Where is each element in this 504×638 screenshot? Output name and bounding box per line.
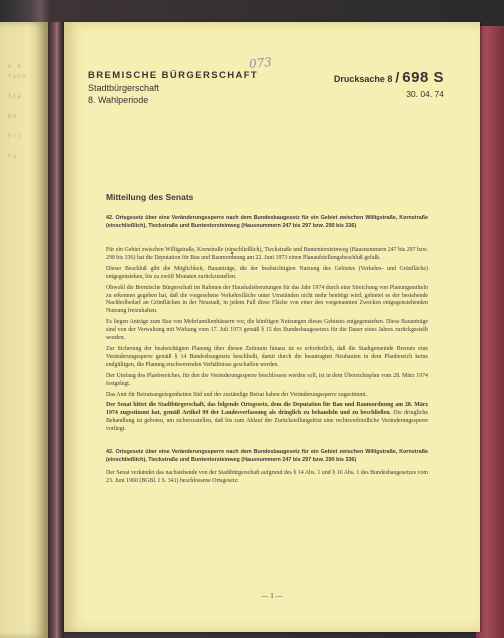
margin-fragment: Fri (8, 133, 22, 140)
margin-fragment (8, 262, 34, 272)
drucksache-separator: / (395, 69, 400, 85)
margin-fragment (8, 162, 34, 172)
ordinance-preamble: Der Senat verkündet das nachstehende von der Stadtbürgerschaft aufgrund des § 14 Abs. 1 und § 16 Abs. 1 des Bundesbaugesetzes vom 23. Juni 1960 (BGBl. I S. 341) beschlossene Ortsgesetz: (106, 470, 428, 484)
left-page-edge (0, 22, 48, 638)
margin-fragment: tsch (8, 73, 27, 80)
margin-fragment (8, 212, 34, 222)
body-paragraph: Obwohl die Bremische Bürgerschaft im Rahmen der Haushaltsberatungen für das Jahr 1974 durch eine Streichung von Planungsmitteln zu erkennen gegeben hat, daß die vorgesehene Verkehrsfläche unter Umständen nicht mehr benötigt wird, gebietet es der bestehende Nachholbedarf an Grünflächen in der Neustadt, in jedem Fall diese Fläche von einer den vorgenannten Zwecken entgegenstehenden Nutzung freizuhalten. (106, 284, 428, 315)
body-paragraph: Zur Sicherung der beabsichtigten Planung über diesen Zeitraum hinaus ist es erforderlich, daß die Stadtgemeinde Bremen eine Veränderungssperre gemäß § 14 Bundesbaugesetz beschließt, damit durch die beantragten Neubauten in dem Planbereich keine endgültigen, die Planung erschwerenden Verhältnisse geschaffen werden. (106, 345, 428, 368)
document-body (106, 192, 428, 489)
margin-fragment (8, 222, 34, 232)
senate-request-bold: Der Senat bittet die Stadtbürgerschaft, das folgende Ortsgesetz, dem die Deputation für Bau und Raumordnung am 28. März 1974 zugestimmt hat, gemäß Artikel 99 der Landesverfassung als dringlich zu behandeln und zu beschließen. (106, 402, 428, 417)
margin-fragment (8, 242, 34, 252)
paragraph-list (106, 247, 428, 434)
margin-fragment (8, 122, 34, 132)
org-name: BREMISCHE BÜRGERSCHAFT (88, 70, 259, 81)
binding-spine (48, 22, 64, 638)
ordinance-heading: 42. Ortsgesetz über eine Veränderungssperre nach dem Bundesbaugesetz für ein Gebiet zwischen Willigstraße, Kornstraße (einschließlich), Tieckstraße und Buntentorsteinweg (Hausnummern 247 bis 297 bzw. 290 bis 336) (106, 449, 428, 463)
margin-fragment (8, 192, 34, 202)
body-paragraph: Der Senat bittet die Stadtbürgerschaft, das folgende Ortsgesetz, dem die Deputation für Bau und Raumordnung am 28. März 1974 zugestimmt hat, gemäß Artikel 99 der Landesverfassung als dringlich zu behandeln und zu beschließen. Die dringliche Behandlung ist geboten, um sicherzustellen, daß bis zum Ablauf der Zurückstellungsfrist eine rechtsverbindliche Veränderungssperre vorliegt. (106, 402, 428, 433)
margin-fragment (8, 202, 34, 212)
document-heading: Mitteilung des Senats (106, 192, 194, 202)
margin-fragment: Pa (8, 153, 18, 160)
document-date: 30. 04. 74 (406, 89, 444, 99)
margin-fragment (8, 102, 34, 112)
drucksache-line (294, 68, 444, 88)
drucksache-number: 698 S (402, 69, 444, 86)
margin-fragment (8, 182, 34, 192)
body-paragraph: Der Umfang des Planbereiches, für den die Veränderungssperre beschlossen werden soll, ist in dem Übersichtsplan vom 28. März 1974 festgelegt. (106, 372, 428, 387)
page-number: — 1 — (261, 592, 283, 600)
letterhead (88, 70, 288, 106)
margin-fragment (8, 82, 34, 92)
body-paragraph: Dieser Beschluß gibt die Möglichkeit, Bauanträge, die der beabsichtigten Nutzung des Gebietes (Verkehrs- und Grünfläche) entgegenstehen, bis zu zwölf Monaten zurückzustellen. (106, 265, 428, 280)
legislative-period: 8. Wahlperiode (88, 95, 149, 105)
left-margin-bleedthrough (8, 62, 34, 272)
body-paragraph: Das Amt für Beiratsangelegenheiten Süd und der zuständige Beirat haben der Veränderungssperre zugestimmt. (106, 391, 368, 398)
chamber-name: Stadtbürgerschaft (88, 83, 160, 93)
margin-fragment (8, 142, 34, 152)
handwritten-note: 073 (248, 54, 273, 72)
margin-fragment: Wa (8, 113, 18, 120)
margin-fragment: Sta (8, 93, 22, 100)
document-reference (294, 68, 444, 100)
body-paragraph: Es liegen Anträge zum Bau von Mehrfamilienhäusern vor, die künftigen Nutzungen dieses Gebietes entgegenstehen. Diese Bauanträge sind von der Verwaltung mit Wirkung vom 17. Juli 1973 gemäß § 15 des Bundesbaugesetzes für die Dauer eines Jahres zurückgestellt worden. (106, 319, 428, 342)
drucksache-label: Drucksache 8 (333, 74, 393, 84)
body-paragraph: Für ein Gebiet zwischen Willigstraße, Kornstraße (einschließlich), Tieckstraße und Buntentorsteinweg (Hausnummern 247 bis 297 bzw. 290 bis 336) hat die Deputation für Bau und Raumordnung am 22. Juni 1973 einen Planaufstellungsbeschluß gefaßt. (106, 247, 428, 261)
margin-fragment (8, 172, 34, 182)
cover-red-edge (476, 26, 504, 638)
margin-fragment (8, 252, 34, 262)
margin-fragment (8, 232, 34, 242)
document-page (64, 22, 480, 632)
subject-heading: 42. Ortsgesetz über eine Veränderungssperre nach dem Bundesbaugesetz für ein Gebiet zwischen Willigstraße, Kornstraße (einschließlich), Tieckstraße und Buntentorsteinweg (Hausnummern 247 bis 297 bzw. 290 bis 336) (106, 215, 428, 229)
margin-fragment: e 8 (8, 63, 22, 70)
